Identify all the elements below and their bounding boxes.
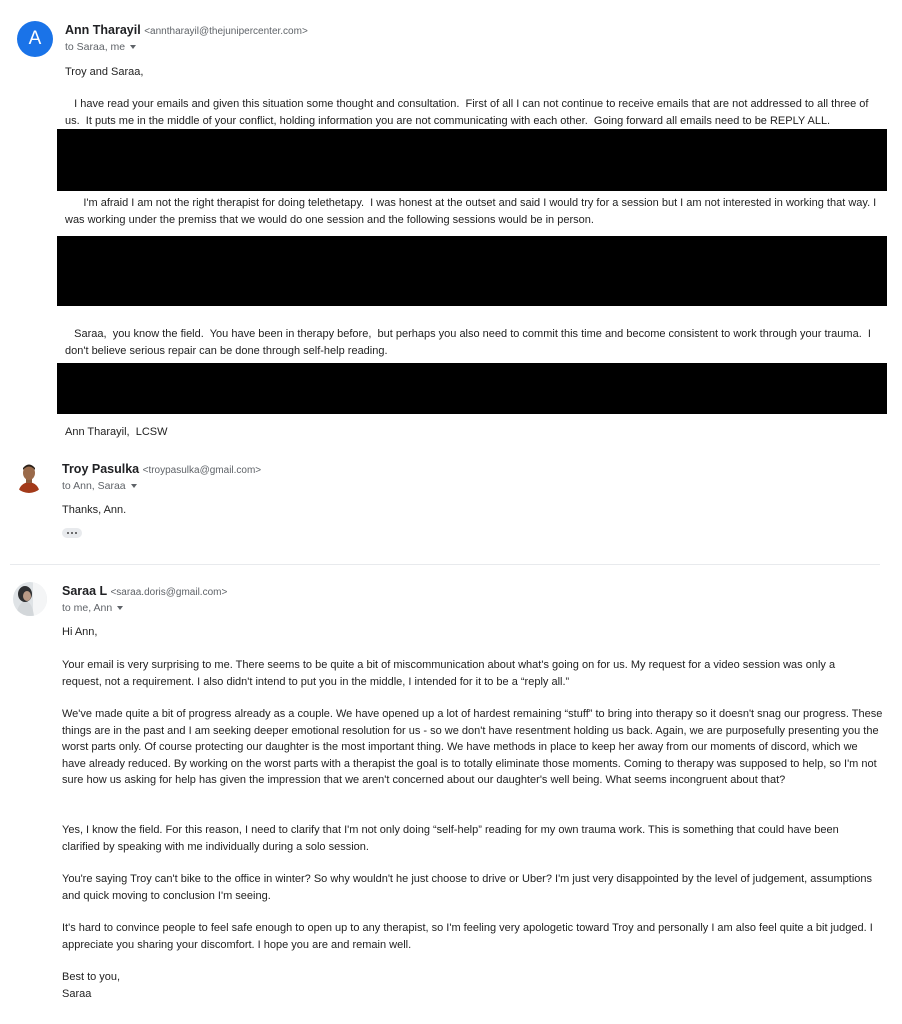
message-greeting: Hi Ann, [62, 626, 98, 638]
message-text: Thanks, Ann. [62, 504, 127, 516]
recipients-toggle[interactable] [65, 41, 136, 53]
recipients-toggle[interactable] [62, 602, 123, 614]
sender-avatar[interactable] [13, 461, 45, 493]
show-trimmed-content-button[interactable] [62, 528, 82, 538]
sender-avatar[interactable] [17, 21, 53, 57]
sender-avatar[interactable] [13, 582, 47, 616]
recipients-toggle[interactable] [62, 480, 137, 492]
recipients-label: to Ann, Saraa [62, 480, 126, 492]
sender-header [62, 584, 227, 598]
sender-header [62, 462, 261, 476]
message-paragraph: Saraa, you know the field. You have been in therapy before, but perhaps you also need to commit this time and become consistent to work through your trauma. I don't believe serious repair can be done through self-help reading. [65, 328, 874, 357]
recipients-label: to me, Ann [62, 602, 113, 614]
profile-photo-icon [13, 582, 47, 616]
closing: Best to you, [62, 971, 121, 983]
signoff: Saraa [62, 988, 92, 1000]
chevron-down-icon[interactable] [131, 484, 137, 488]
chevron-down-icon[interactable] [117, 606, 123, 610]
ellipsis-icon [67, 532, 70, 535]
sender-name[interactable]: Troy Pasulka [62, 462, 140, 476]
redaction-block [57, 129, 887, 191]
message-paragraph: I have read your emails and given this situation some thought and consultation. First of all I can not continue to receive emails that are not addressed to all three of us. It puts me in the middle of your conflict, holding information you are not communicating with each other. Going forward all emails need to be REPLY ALL. [65, 98, 872, 127]
message-paragraph: Your email is very surprising to me. There seems to be quite a bit of miscommunication about what's going on for us. My request for a video session was only a request, not a requirement. I also didn't intend to put you in the middle, I intended for it to be a “reply all.” [62, 659, 836, 688]
message-paragraph: Yes, I know the field. For this reason, I need to clarify that I'm not only doing “self-help” reading for my own trauma work. This is something that could have been clarified by speaking with me individually during a solo session. [62, 824, 839, 853]
profile-photo-icon [13, 461, 45, 493]
message-divider [10, 564, 880, 565]
message-paragraph: You're saying Troy can't bike to the office in winter? So why wouldn't he just choose to drive or Uber? I'm just very disappointed by the level of judgement, assumptions and quick moving to conclusion I'm seeing. [62, 873, 873, 902]
avatar-letter: A [28, 28, 42, 49]
message-paragraph: It's hard to convince people to feel safe enough to open up to any therapist, so I'm feeling very apologetic toward Troy and personally I am also feel quite a bit judged. I appreciate you sharing your discomfort. I hope you are and remain well. [62, 922, 873, 951]
message-greeting: Troy and Saraa, [65, 66, 144, 78]
signature: Ann Tharayil, LCSW [65, 426, 168, 438]
ellipsis-dot [75, 532, 78, 535]
sender-email: <saraa.doris@gmail.com> [110, 587, 228, 598]
message-paragraph: I'm afraid I am not the right therapist for doing telethetapy. I was honest at the outset and said I would try for a session but I am not interested in working that way. I was working under the premiss that we would do one session and the following sessions would be in person. [65, 197, 880, 226]
recipients-label: to Saraa, me [65, 41, 126, 53]
redaction-block [57, 236, 887, 306]
redaction-block [57, 363, 887, 414]
sender-email: <anntharayil@thejunipercenter.com> [144, 26, 308, 37]
sender-name[interactable]: Ann Tharayil [65, 23, 141, 37]
sender-header [65, 23, 308, 37]
sender-name[interactable]: Saraa L [62, 584, 107, 598]
chevron-down-icon[interactable] [130, 45, 136, 49]
ellipsis-dot [71, 532, 74, 535]
sender-email: <troypasulka@gmail.com> [142, 465, 262, 476]
message-paragraph: We've made quite a bit of progress already as a couple. We have opened up a lot of hardest remaining “stuff” to bring into therapy so it doesn't snag our progress. These things are in the past and I am seeking deeper emotional resolution for us - so we don't have resentment holding us back. Again, we are purposefully presenting you the worst parts only. Of course protecting our daughter is the most important thing. We have methods in place to keep her away from our moments of discord, which we have already reduced. By working on the worst parts with a therapist the goal is to totally eliminate those moments. Coming to therapy was supposed to help, so I'm not sure how us asking for help has given the impression that we aren't concerned about our daughter's well being. What seems incongruent about that? [62, 708, 883, 786]
